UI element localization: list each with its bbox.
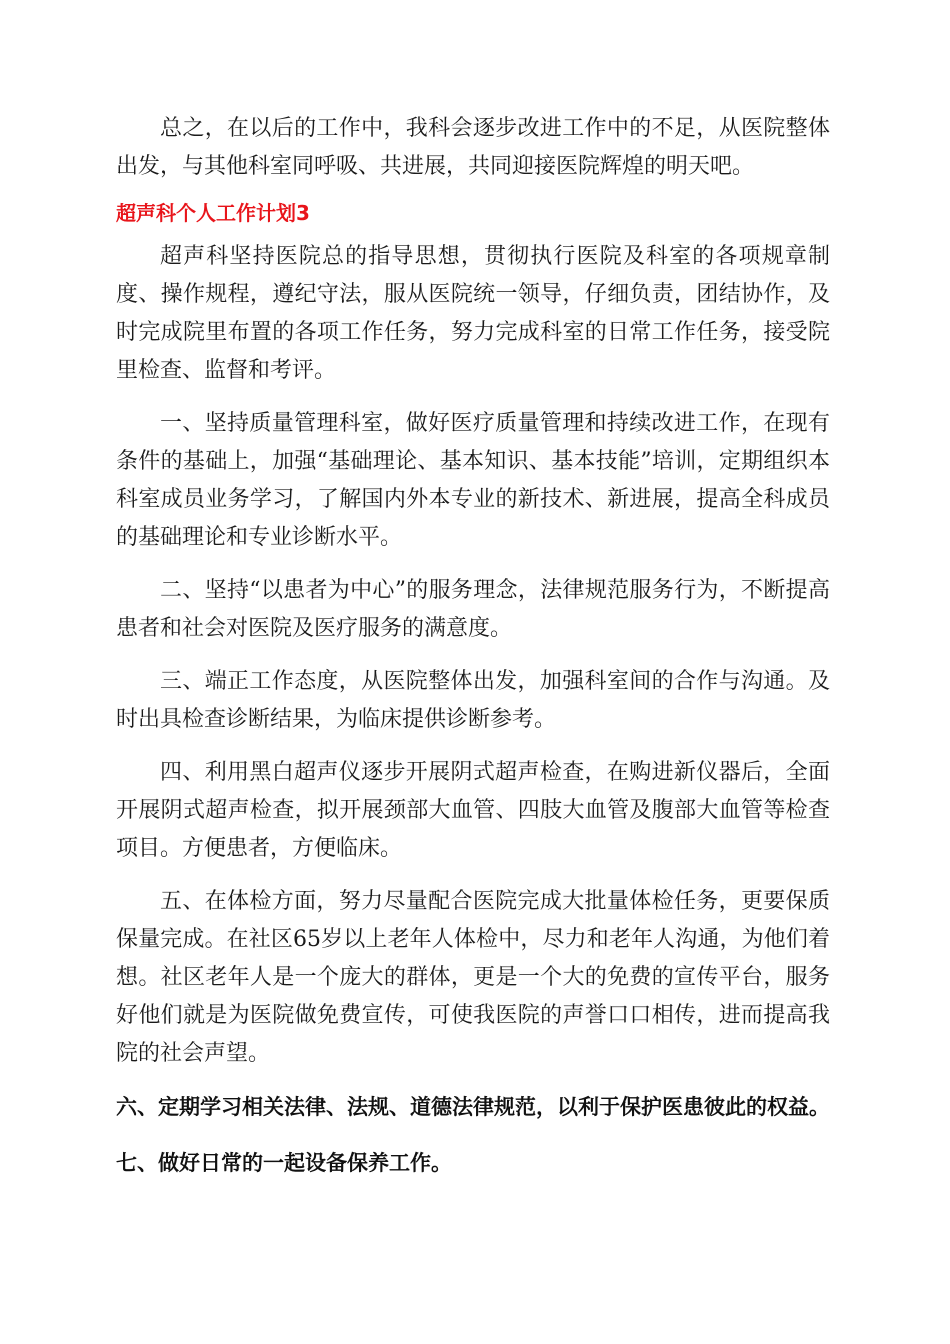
plan-item-7: 七、做好日常的一起设备保养工作。 [116,1151,452,1175]
document-page [116,110,830,1200]
plan-item-5: 五、在体检方面，努力尽量配合医院完成大批量体检任务，更要保质保量完成。在社区65岁以上老年人体检中，尽力和老年人沟通，为他们着想。社区老年人是一个庞大的群体，更是一个大的免费的宣传平台，服务好他们就是为医院做免费宣传，可使我医院的声誉口口相传，进而提高我院的社会声望。 [116,889,830,1066]
section-heading: 超声科个人工作计划3 [116,201,310,225]
plan-item-1: 一、坚持质量管理科室，做好医疗质量管理和持续改进工作，在现有条件的基础上，加强“基础理论、基本知识、基本技能”培训，定期组织本科室成员业务学习，了解国内外本专业的新技术、新进展，提高全科成员的基础理论和专业诊断水平。 [116,411,830,550]
plan-item-4: 四、利用黑白超声仪逐步开展阴式超声检查，在购进新仪器后，全面开展阴式超声检查，拟开展颈部大血管、四肢大血管及腹部大血管等检查项目。方便患者，方便临床。 [116,760,830,861]
closing-paragraph: 总之，在以后的工作中，我科会逐步改进工作中的不足，从医院整体出发，与其他科室同呼吸、共进展，共同迎接医院辉煌的明天吧。 [116,116,830,179]
plan-item-3: 三、端正工作态度，从医院整体出发，加强科室间的合作与沟通。及时出具检查诊断结果，为临床提供诊断参考。 [116,669,830,732]
intro-paragraph: 超声科坚持医院总的指导思想，贯彻执行医院及科室的各项规章制度、操作规程，遵纪守法，服从医院统一领导，仔细负责，团结协作，及时完成院里布置的各项工作任务，努力完成科室的日常工作任务，接受院里检查、监督和考评。 [116,244,830,383]
plan-item-2: 二、坚持“以患者为中心”的服务理念，法律规范服务行为，不断提高患者和社会对医院及医疗服务的满意度。 [116,578,830,641]
plan-item-6: 六、定期学习相关法律、法规、道德法律规范，以利于保护医患彼此的权益。 [116,1095,830,1119]
